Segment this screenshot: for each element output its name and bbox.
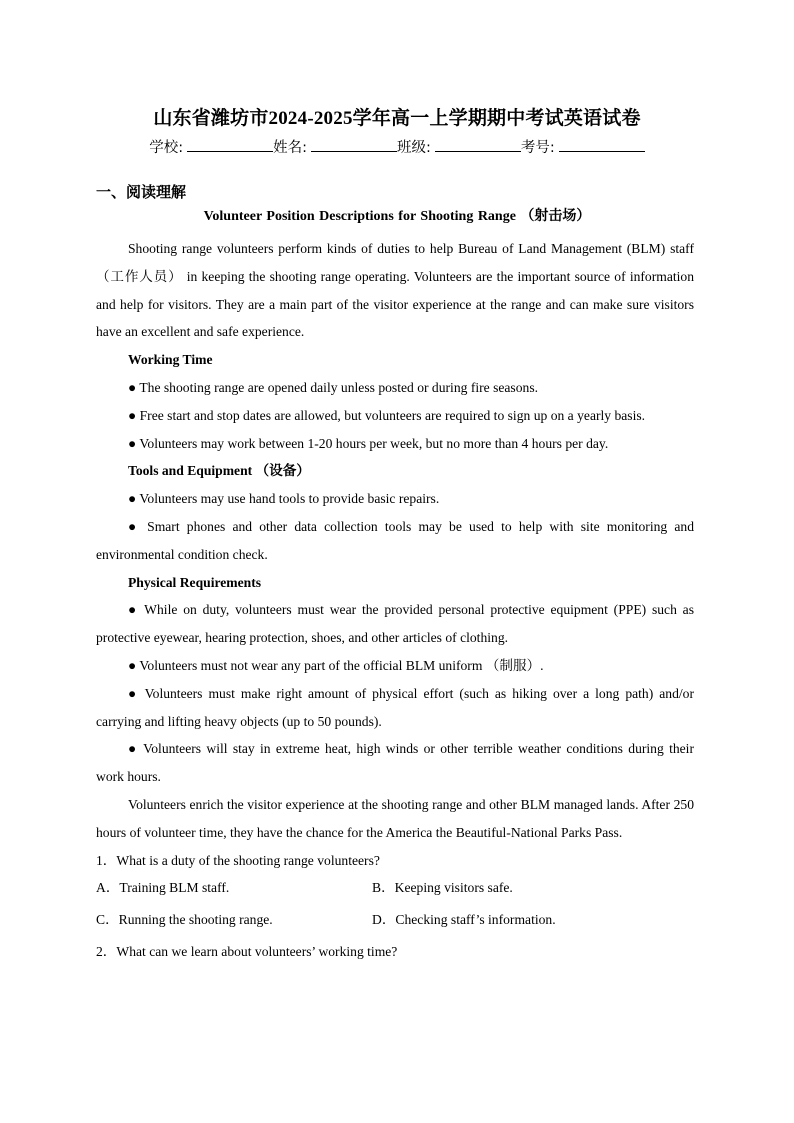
physical-heading: Physical Requirements xyxy=(128,574,262,590)
name-field[interactable] xyxy=(273,136,397,157)
student-info-line xyxy=(0,136,794,157)
list-item: ● Free start and stop dates are allowed, but volunteers are required to sign up on a yearly basis. xyxy=(128,407,646,423)
closing-paragraph: Volunteers enrich the visitor experience at the shooting range and other BLM managed lands. After 250 hours of volunteer time, they have the chance for the America the Beautiful-National Parks Pass. xyxy=(96,796,694,840)
passage-body xyxy=(96,235,694,966)
school-blank[interactable] xyxy=(187,137,273,152)
name-blank[interactable] xyxy=(311,137,397,152)
question-1-stem: 1．What is a duty of the shooting range volunteers? xyxy=(96,852,380,868)
list-item: ● While on duty, volunteers must wear the provided personal protective equipment (PPE) such as protective eyewear, hearing protection, shoes, and other articles of clothing. xyxy=(96,602,694,646)
passage-title: Volunteer Position Descriptions for Shooting Range （射击场） xyxy=(203,209,591,224)
option-b[interactable]: B．Keeping visitors safe. xyxy=(372,880,513,896)
question-2-stem: 2．What can we learn about volunteers’ working time? xyxy=(96,943,398,959)
name-label: 姓名: xyxy=(273,140,307,156)
intro-paragraph: Shooting range volunteers perform kinds of duties to help Bureau of Land Management (BLM) staff （工作人员） in keeping the shooting range operating. Volunteers are the important source of information and help for visitors. They are a main part of the visitor experience at the range and can make sure visitors have an excellent and safe experience. xyxy=(96,241,694,340)
list-item: ● Volunteers may work between 1-20 hours per week, but no more than 4 hours per day. xyxy=(128,435,609,451)
list-item: ● Volunteers will stay in extreme heat, high winds or other terrible weather conditions during their work hours. xyxy=(96,741,694,785)
exam-number-label: 考号: xyxy=(520,140,555,156)
question-1-options-row-1 xyxy=(96,874,694,902)
working-time-heading: Working Time xyxy=(128,352,213,368)
class-blank[interactable] xyxy=(435,137,521,152)
option-a[interactable]: A．Training BLM staff. xyxy=(96,880,230,896)
school-label: 学校: xyxy=(149,140,184,156)
exam-number-field[interactable] xyxy=(521,136,645,157)
tools-heading: Tools and Equipment （设备） xyxy=(128,463,310,479)
class-label: 班级: xyxy=(397,140,431,156)
option-c[interactable]: C．Running the shooting range. xyxy=(96,912,273,928)
question-1-options-row-2 xyxy=(96,906,694,934)
class-field[interactable] xyxy=(397,136,521,157)
list-item: ● Volunteers may use hand tools to provide basic repairs. xyxy=(128,491,440,507)
list-item: ● Volunteers must make right amount of physical effort (such as hiking over a long path) and/or carrying and lifting heavy objects (up to 50 pounds). xyxy=(96,685,694,729)
list-item: ● Volunteers must not wear any part of the official BLM uniform （制服）. xyxy=(128,657,544,673)
list-item: ● The shooting range are opened daily unless posted or during fire seasons. xyxy=(128,379,539,395)
option-d[interactable]: D．Checking staff’s information. xyxy=(372,912,556,928)
exam-number-blank[interactable] xyxy=(559,137,645,152)
section-heading: 一、阅读理解 xyxy=(96,183,187,201)
exam-title: 山东省潍坊市2024-2025学年高一上学期期中考试英语试卷 xyxy=(153,108,641,129)
school-field[interactable] xyxy=(149,136,273,157)
list-item: ● Smart phones and other data collection tools may be used to help with site monitoring and environmental condition check. xyxy=(96,518,694,562)
